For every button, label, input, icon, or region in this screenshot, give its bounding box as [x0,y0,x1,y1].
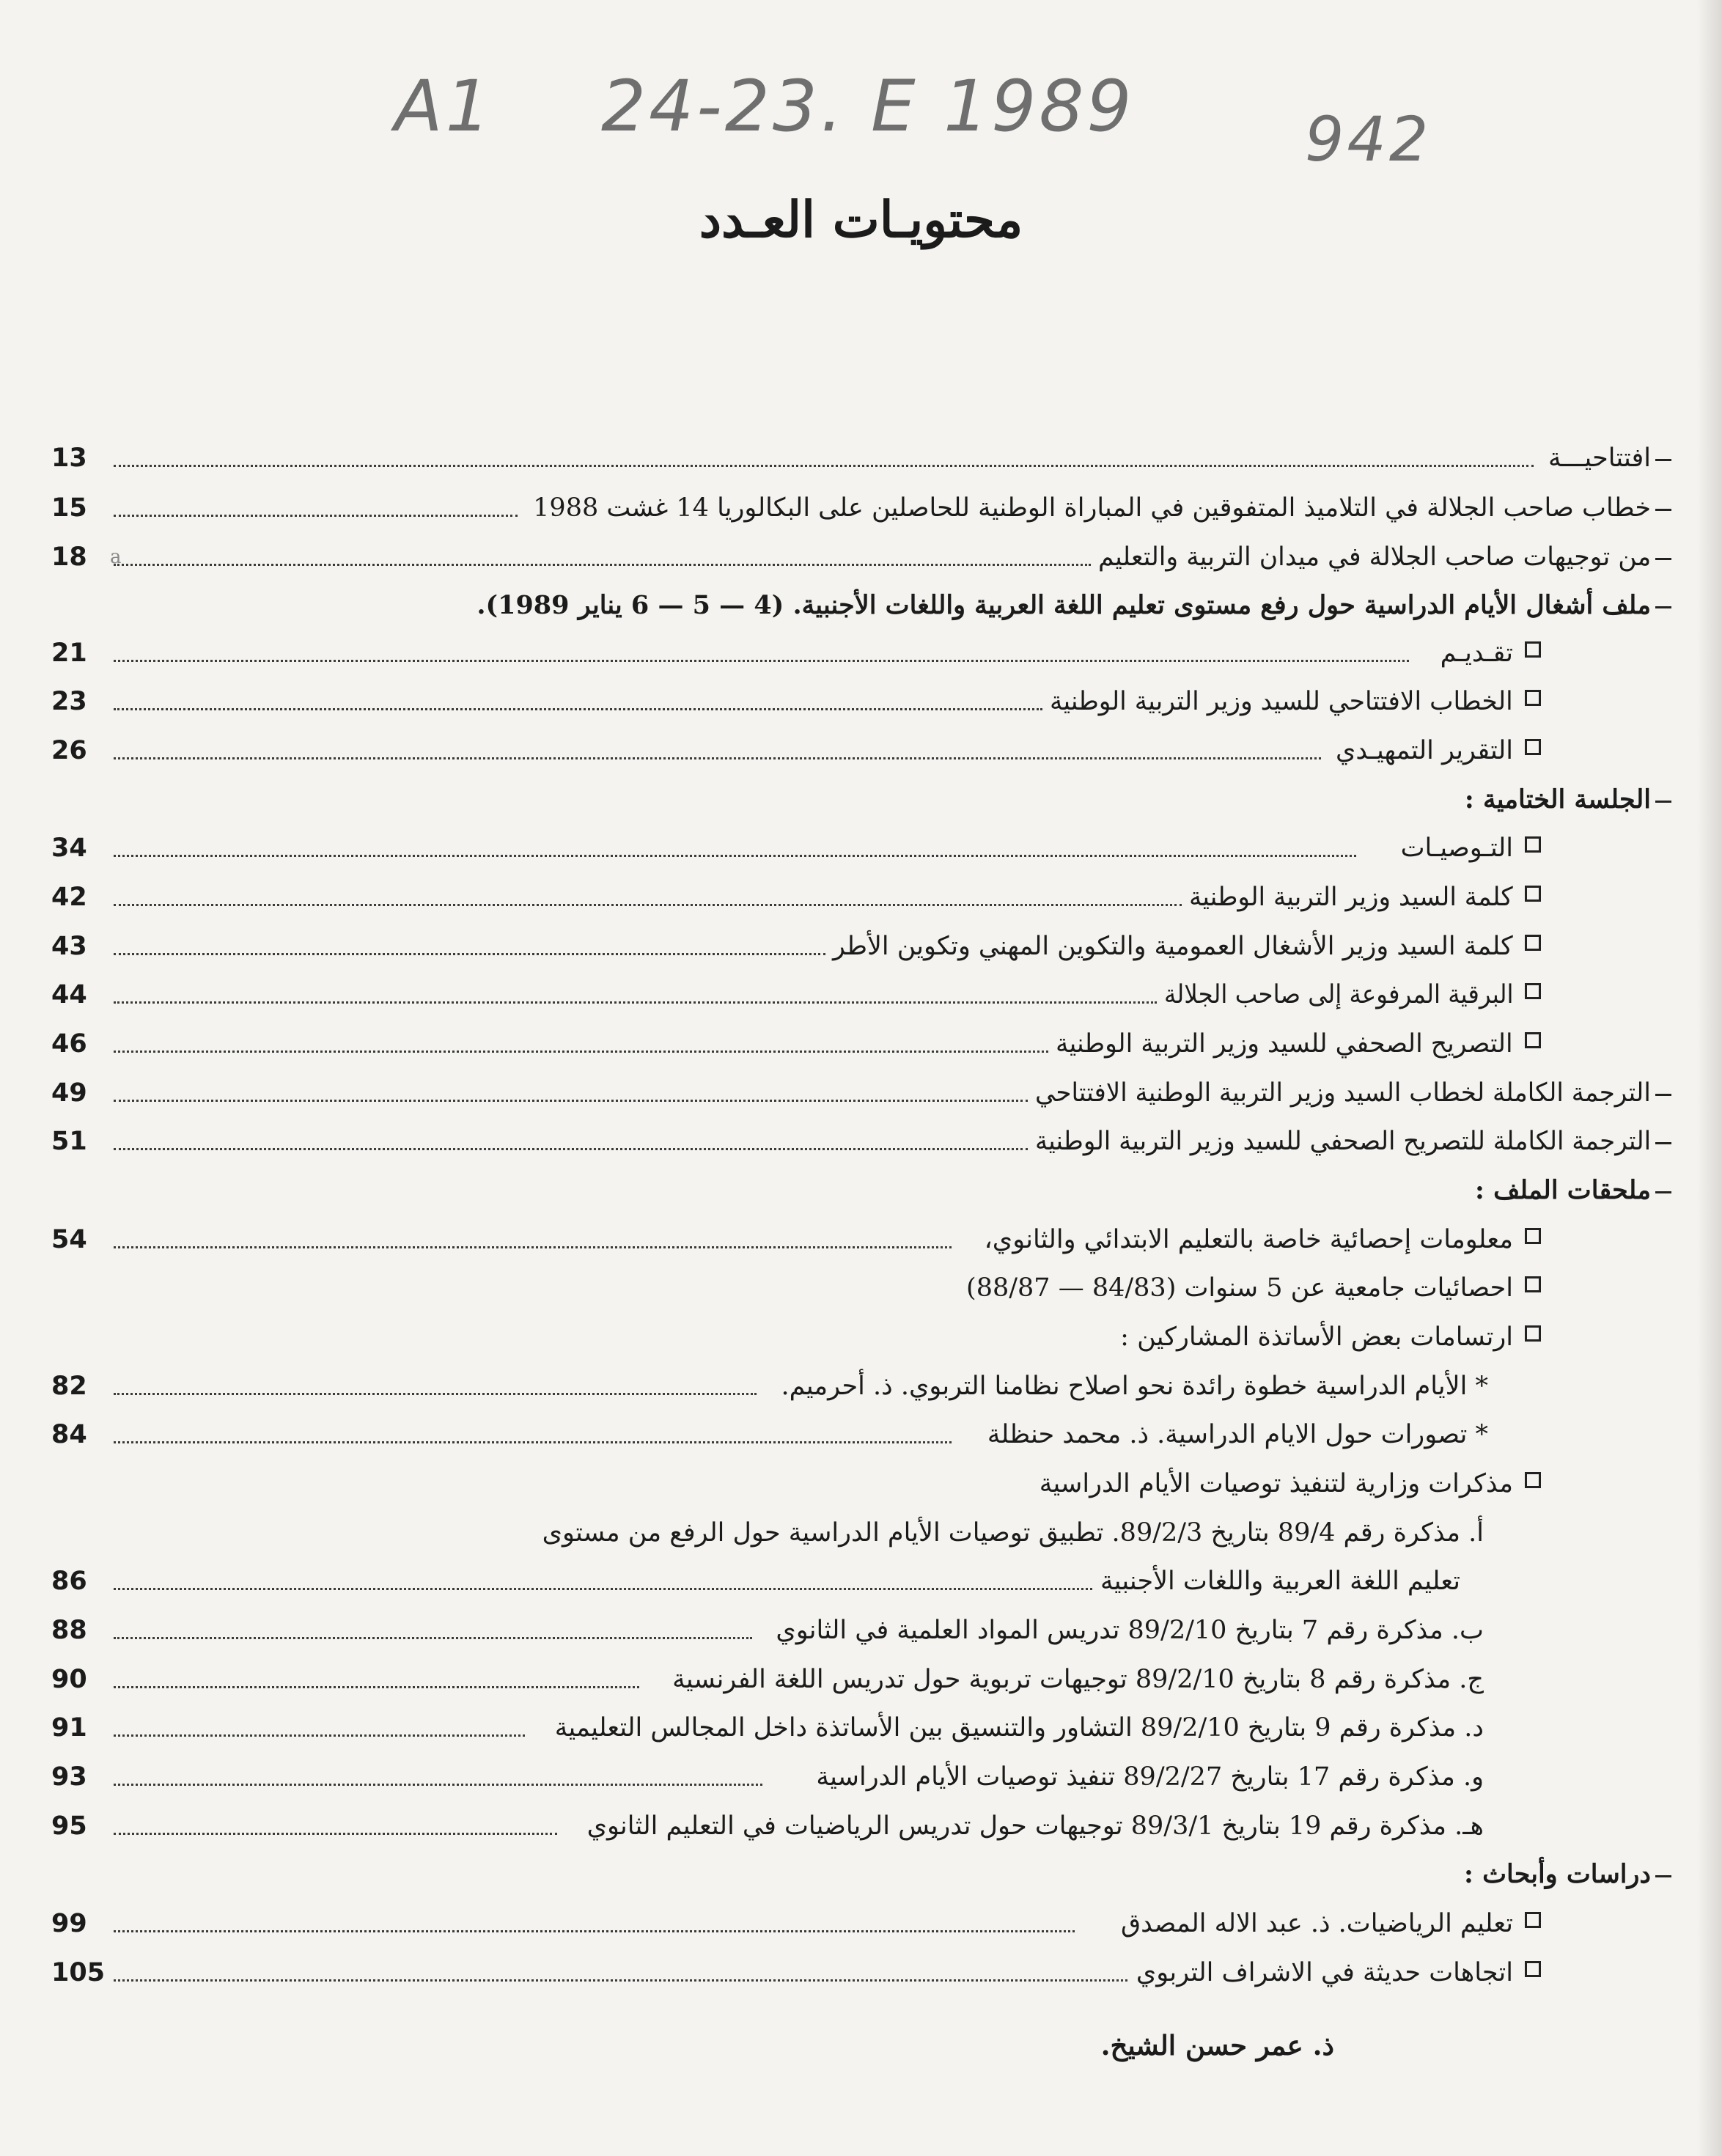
page-number: 18 [51,542,87,572]
page-number: 95 [51,1811,87,1841]
checkbox-icon [1525,1032,1541,1048]
toc-entry-title: و. مذكرة رقم 17 بتاريخ 89/2/27 تنفيذ توصيات الأيام الدراسية [816,1762,1484,1792]
toc-entry [0,629,1722,676]
page-number: 91 [51,1713,87,1743]
toc-entry [0,1606,1722,1653]
toc-entry [0,824,1722,871]
dash-marker [1655,1875,1671,1877]
toc-entry-title: د. مذكرة رقم 9 بتاريخ 89/2/10 التشاور والتنسيق بين الأساتذة داخل المجالس التعليمية [554,1713,1484,1743]
page-number: 82 [51,1372,87,1401]
dot-leader [114,1148,1028,1150]
dot-leader [114,1001,1157,1004]
toc-entry-title: كلمة السيد وزير الأشغال العمومية والتكوين المهني وتكوين الأطر [833,932,1513,961]
dot-leader [114,1930,1075,1932]
toc-entry [0,1362,1722,1409]
page-number: 88 [51,1616,87,1645]
dash-marker [1655,558,1671,560]
dot-leader [114,515,518,517]
page-number: 44 [51,980,87,1009]
dot-leader [114,1246,952,1248]
dot-leader [114,564,1091,566]
page-number: 49 [51,1078,87,1108]
dot-leader [114,1637,752,1639]
checkbox-icon [1525,739,1541,755]
toc-entry-title: افتتاحيـــة [1548,444,1651,473]
handwritten-date: 24-23. E 1989 [601,65,1135,147]
toc-entry [0,1850,1722,1897]
toc-entry-title: ب. مذكرة رقم 7 بتاريخ 89/2/10 تدريس المواد العلمية في الثانوي [776,1616,1484,1645]
toc-entry-title: هـ. مذكرة رقم 19 بتاريخ 89/3/1 توجيهات حول تدريس الرياضيات في التعليم الثانوي [586,1811,1484,1841]
toc-entry-title: الترجمة الكاملة للتصريح الصحفي للسيد وزير التربية الوطنية [1034,1127,1651,1156]
checkbox-icon [1525,1961,1541,1977]
dot-leader [114,1833,557,1835]
page-number: 26 [51,736,87,765]
toc-entry-title: ملف أشغال الأيام الدراسية حول رفع مستوى تعليم اللغة العربية واللغات الأجنبية. (4 — 5 — 6 يناير 1989). [477,590,1651,620]
page-number: 46 [51,1029,87,1059]
toc-entry [0,776,1722,823]
dot-leader [114,1588,1092,1590]
checkbox-icon [1525,935,1541,951]
page-number: 51 [51,1127,87,1156]
toc-entry [0,533,1722,580]
toc-entry-title: كلمة السيد وزير التربية الوطنية [1189,883,1513,912]
checkbox-icon [1525,836,1541,853]
toc-entry-title: تقـديـم [1440,639,1513,668]
page-number: 105 [51,1958,106,1987]
checkbox-icon [1525,690,1541,706]
toc-entry-title: احصائيات جامعية عن 5 سنوات (84/83 — 88/87) [966,1273,1513,1303]
toc-entry [0,581,1722,628]
author-signature: ذ. عمر حسن الشيخ. [1100,2029,1334,2061]
toc-entry-title: التقرير التمهيـدي [1335,736,1513,765]
checkbox-icon [1525,1276,1541,1292]
dash-marker [1655,509,1671,511]
toc-entry-title: مذكرات وزارية لتنفيذ توصيات الأيام الدراسية [1039,1469,1513,1498]
dot-leader [114,1051,1048,1053]
dot-leader [114,465,1534,467]
page-number: 13 [51,444,87,473]
handwritten-number: 942 [1305,103,1432,175]
dash-marker [1655,459,1671,461]
toc-entry-title: البرقية المرفوعة إلى صاحب الجلالة [1163,980,1513,1009]
toc-entry [0,971,1722,1018]
checkbox-icon [1525,1912,1541,1928]
toc-entry-title: خطاب صاحب الجلالة في التلاميذ المتفوقين في المباراة الوطنية للحاصلين على البكالوريا 14 غشت 1988 [533,493,1651,523]
toc-entry-title: تعليم الرياضيات. ذ. عبد الاله المصدق [1121,1909,1513,1938]
dot-leader [114,1734,525,1737]
dot-leader [114,1784,762,1786]
toc-entry [0,1509,1722,1556]
toc-entry-title: من توجيهات صاحب الجلالة في ميدان التربية والتعليم [1097,542,1651,572]
toc-entry [0,1020,1722,1067]
dot-leader [114,953,825,955]
checkbox-icon [1525,1228,1541,1244]
checkbox-icon [1525,1472,1541,1488]
toc-entry-title: التـوصيـات [1400,834,1513,863]
toc-entry-title: ج. مذكرة رقم 8 بتاريخ 89/2/10 توجيهات تربوية حول تدريس اللغة الفرنسية [672,1665,1484,1694]
toc-entry [0,1069,1722,1116]
page-number: 15 [51,493,87,523]
toc-entry [0,1557,1722,1604]
toc-entry [0,1655,1722,1702]
toc-entry-title: اتجاهات حديثة في الاشراف التربوي [1136,1958,1513,1987]
toc-entry [0,1753,1722,1800]
checkbox-icon [1525,983,1541,999]
dot-leader [114,757,1321,759]
page-title: محتويـات العـدد [699,191,1023,249]
toc-entry [0,677,1722,724]
toc-entry-title: معلومات إحصائية خاصة بالتعليم الابتدائي والثانوي، [984,1225,1513,1254]
page-number: 99 [51,1909,87,1938]
toc-entry-title: * تصورات حول الايام الدراسية. ذ. محمد حنظلة [987,1420,1488,1449]
toc-entry-title: دراسات وأبحاث : [1463,1859,1651,1889]
toc-entry [0,484,1722,531]
toc-entry [0,1410,1722,1457]
toc-entry [0,1117,1722,1164]
page-number: 43 [51,932,87,961]
dot-leader [114,708,1042,710]
margin-mark: a [110,546,122,568]
page-number: 93 [51,1762,87,1792]
toc-entry-title: الخطاب الافتتاحي للسيد وزير التربية الوطنية [1050,687,1513,716]
dot-leader [114,1441,952,1443]
dash-marker [1655,801,1671,803]
dash-marker [1655,606,1671,608]
page-number: 42 [51,883,87,912]
toc-entry-title: الجلسة الختامية : [1464,784,1651,814]
toc-entry [0,434,1722,481]
page-number: 54 [51,1225,87,1254]
checkbox-icon [1525,886,1541,902]
toc-entry [0,1215,1722,1262]
toc-entry [0,1264,1722,1311]
toc-entry-title: تعليم اللغة العربية واللغات الأجنبية [1100,1567,1460,1596]
handwritten-reference: A1 [394,65,493,147]
dash-marker [1655,1191,1671,1193]
page-number: 86 [51,1567,87,1596]
toc-entry [0,1460,1722,1506]
checkbox-icon [1525,1325,1541,1342]
toc-entry-title: * الأيام الدراسية خطوة رائدة نحو اصلاح نظامنا التربوي. ذ. أحرميم. [781,1372,1488,1401]
toc-entry [0,1313,1722,1360]
dot-leader [114,660,1409,662]
checkbox-icon [1525,641,1541,658]
toc-entry [0,726,1722,773]
toc-entry [0,1166,1722,1213]
toc-entry-title: التصريح الصحفي للسيد وزير التربية الوطنية [1056,1029,1513,1059]
toc-entry-title: أ. مذكرة رقم 89/4 بتاريخ 89/2/3. تطبيق توصيات الأيام الدراسية حول الرفع من مستوى [542,1518,1484,1548]
dot-leader [114,1393,757,1395]
dash-marker [1655,1094,1671,1096]
dot-leader [114,1686,639,1688]
dash-marker [1655,1142,1671,1144]
dot-leader [114,1979,1127,1982]
page-number: 90 [51,1665,87,1694]
toc-entry [0,1949,1722,1995]
dot-leader [114,904,1182,906]
toc-entry-title: الترجمة الكاملة لخطاب السيد وزير التربية الوطنية الافتتاحي [1035,1078,1651,1108]
toc-entry [0,1802,1722,1849]
page-number: 23 [51,687,87,716]
page-number: 84 [51,1420,87,1449]
toc-entry-title: ارتسامات بعض الأساتذة المشاركين : [1120,1322,1513,1352]
toc-entry [0,1899,1722,1946]
page-number: 34 [51,834,87,863]
dot-leader [114,1100,1028,1102]
page-number: 21 [51,639,87,668]
toc-entry [0,1704,1722,1751]
toc-entry [0,922,1722,969]
toc-entry-title: ملحقات الملف : [1475,1175,1651,1205]
dot-leader [114,855,1356,857]
toc-entry [0,873,1722,920]
